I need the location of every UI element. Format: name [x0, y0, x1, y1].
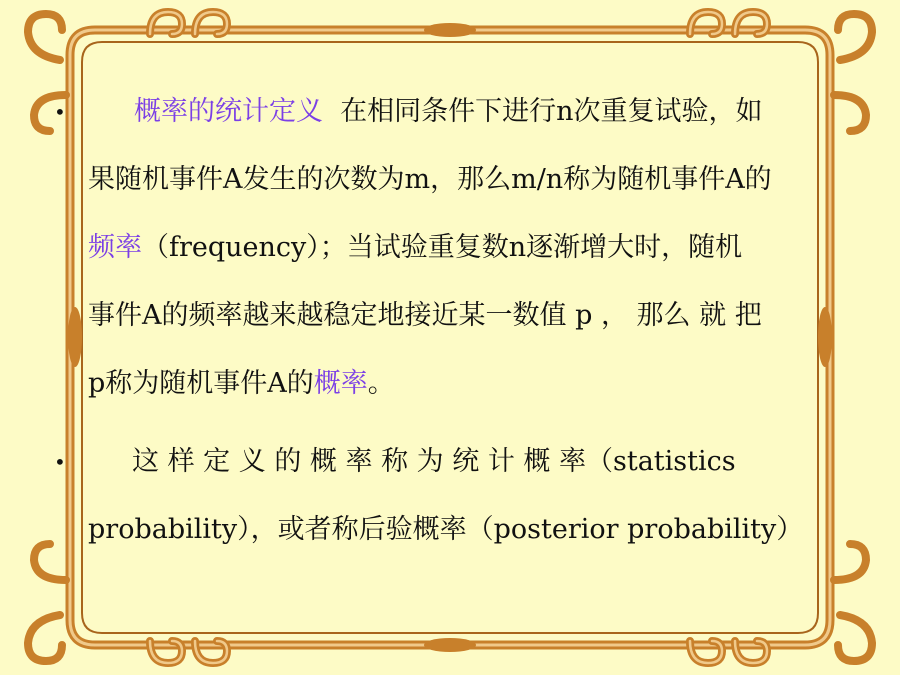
term-probability: 概率: [313, 368, 368, 399]
p1-line3: （frequency）；当试验重复数n逐渐增大时，随机: [142, 232, 743, 263]
p1-line4: 事件A的频率越来越稳定地接近某一数值 p ， 那么 就 把: [88, 300, 762, 331]
paragraph-statistical-probability: [88, 428, 828, 564]
p1-line2: 果随机事件A发生的次数为m，那么m/n称为随机事件A的: [88, 164, 772, 195]
p1-line5-end: 。: [367, 368, 395, 399]
p1-line5: p称为随机事件A的: [88, 368, 314, 399]
p2-line1: 这 样 定 义 的 概 率 称 为 统 计 概 率（statistics: [132, 446, 736, 477]
bullet-1: •: [54, 100, 66, 124]
term-statistical-definition: 概率的统计定义: [134, 96, 323, 127]
p1-line1: 在相同条件下进行n次重复试验，如: [340, 96, 763, 127]
bullet-2: •: [54, 450, 66, 474]
p2-line2: probability），或者称后验概率（posterior probability）: [88, 514, 804, 545]
term-frequency: 频率: [88, 232, 142, 263]
paragraph-statistical-definition: [88, 78, 828, 418]
